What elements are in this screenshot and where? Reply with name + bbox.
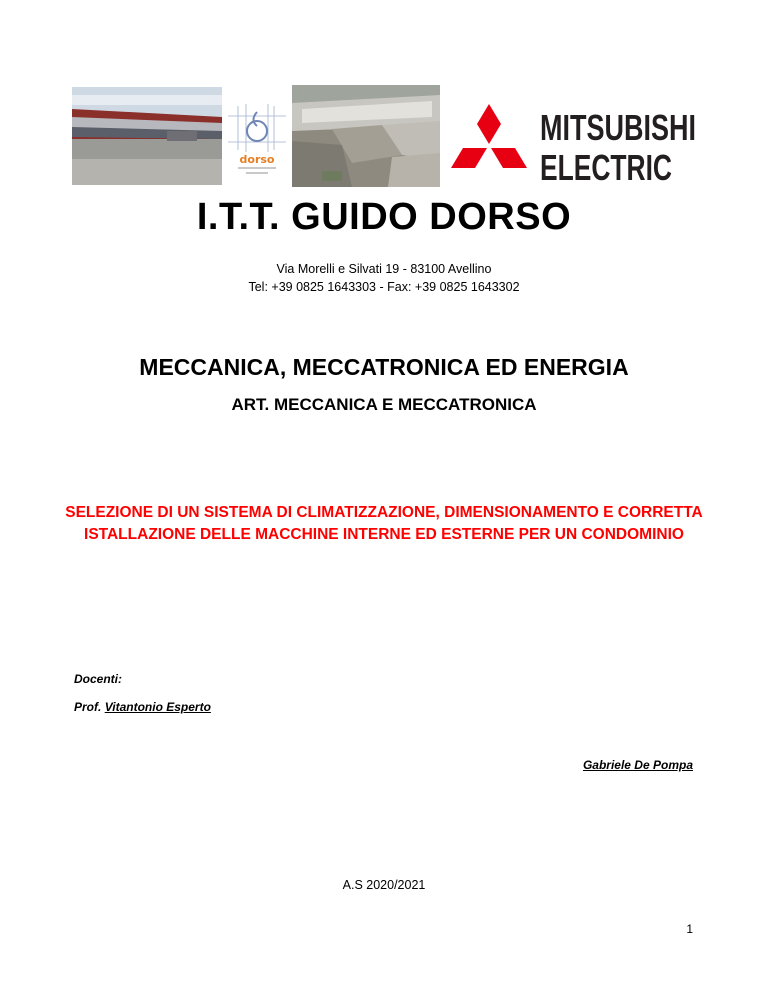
project-title: SELEZIONE DI UN SISTEMA DI CLIMATIZZAZIONE, DIMENSIONAMENTO E CORRETTA ISTALLAZIONE DELLE MACCHINE INTERNE ED ESTERNE PER UN CONDOMINIO [65, 504, 703, 543]
svg-text:dorso: dorso [239, 153, 275, 166]
school-photo-aerial [292, 85, 440, 187]
dorso-logo [224, 100, 290, 180]
school-year: A.S 2020/2021 [342, 878, 426, 892]
professor-name: Vitantonio Esperto [104, 700, 211, 714]
course-articulation: ART. MECCANICA E MECCATRONICA [231, 395, 537, 414]
svg-text:MITSUBISHI: MITSUBISHI [540, 107, 696, 148]
course-title: MECCANICA, MECCATRONICA ED ENERGIA [139, 354, 629, 380]
school-photo-front [72, 87, 222, 185]
docenti-label: Docenti: [74, 672, 122, 686]
school-title: I.T.T. GUIDO DORSO [196, 196, 572, 238]
mitsubishi-electric-wordmark [540, 106, 700, 188]
school-contacts: Tel: +39 0825 1643303 - Fax: +39 0825 1643302 [248, 280, 520, 294]
professor-prefix: Prof. [74, 700, 102, 714]
mitsubishi-diamonds-logo [443, 104, 535, 188]
page-number: 1 [686, 922, 693, 936]
svg-text:ELECTRIC: ELECTRIC [540, 147, 673, 188]
professor-line [74, 700, 211, 714]
school-address: Via Morelli e Silvati 19 - 83100 Avellino [276, 262, 492, 276]
student-name: Gabriele De Pompa [582, 758, 693, 772]
